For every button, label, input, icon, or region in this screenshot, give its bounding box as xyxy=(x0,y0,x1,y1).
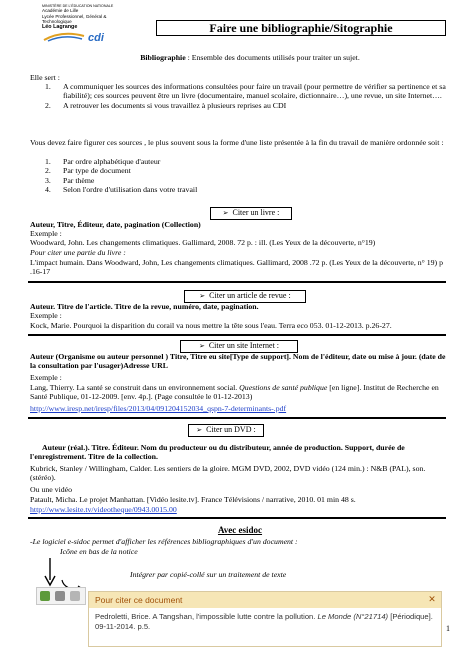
book-example-label: Exemple : xyxy=(30,229,62,238)
list-text: Par type de document xyxy=(63,166,131,176)
list-item xyxy=(37,101,447,110)
article-example-label: Exemple : xyxy=(30,311,62,320)
article-example: Kock, Marie. Pourquoi la disparition du corail va nous mettre la tête sous l'eau. Terra eco 053. 01-12-2013. p.26-27. xyxy=(30,321,392,330)
esidoc-copy-hint: Intégrer par copié-collé sur un traitement de texte xyxy=(130,570,287,579)
website-example xyxy=(30,383,448,402)
definition-text: : Ensemble des documents utilisés pour traiter un sujet. xyxy=(185,53,360,62)
logo-swoosh-icon xyxy=(42,32,86,42)
logo-school-name: Léo Lagrange xyxy=(42,24,78,31)
list-number: 4. xyxy=(45,185,51,195)
list-text: A retrouver les documents si vous travaillez à plusieurs reprises au CDI xyxy=(63,100,287,110)
dvd-example: Kubrick, Stanley / Willingham, Calder. Les sentiers de la gloire. MGM DVD, 2002, DVD vidéo (124 min.) : N&B (PAL), son. (stéréo). xyxy=(30,464,426,483)
cite-book-box xyxy=(210,207,292,220)
citation-panel xyxy=(88,591,442,647)
list-text: Par ordre alphabétique d'auteur xyxy=(63,157,161,166)
cite-dvd-label: Citer un DVD : xyxy=(206,425,256,434)
section-divider xyxy=(28,517,446,519)
book-format: Auteur, Titre, Éditeur, date, pagination (Collection) xyxy=(30,220,201,229)
book-part-example: L'impact humain. Dans Woodward, John, Les changements climatiques. Gallimard, 2008 .72 p. (Les Yeux de la découverte, n° 19) p .16-17 xyxy=(30,258,443,277)
citation-text xyxy=(95,612,435,632)
definition-term: Bibliographie xyxy=(140,53,186,62)
list-number: 1. xyxy=(45,157,51,166)
arrow-right-icon: ➢ xyxy=(222,209,229,217)
print-icon[interactable] xyxy=(55,591,65,601)
citation-source: Le Monde (N°21714) xyxy=(317,612,389,621)
list-number: 3. xyxy=(45,175,51,185)
section-divider xyxy=(28,281,446,283)
list-item xyxy=(37,82,447,101)
book-example: Woodward, John. Les changements climatiques. Gallimard, 2008. 72 p. : ill. (Les Yeux de la découverte, n°19) xyxy=(30,238,376,247)
website-format: Auteur (Organisme ou auteur personnel ) Titre, Titre eu site[Type de support]. Nom de l'éditeur, date ou mise à jour. (date de la consultation par l'usager)Adresse URL xyxy=(30,352,446,371)
order-intro: Vous devez faire figurer ces sources , le plus souvent sous la forme d'une liste présentée à la fin du travail de manière ordonnée soit : xyxy=(30,138,444,147)
section-divider xyxy=(28,417,446,419)
logo-ministry: MINISTÈRE DE L'ÉDUCATION NATIONALE xyxy=(42,4,114,8)
book-part-label: Pour citer une partie du livre : xyxy=(30,248,126,257)
website-example-author: Lang, Thierry. La santé se construit dans un environnement social. xyxy=(30,383,240,392)
list-item xyxy=(37,176,447,185)
esidoc-intro: -Le logiciel e-sidoc permet d'afficher les références bibliographiques d'un document : xyxy=(30,537,298,546)
arrow-right-icon: ➢ xyxy=(199,292,206,300)
notice-toolbar xyxy=(36,587,86,605)
logo-cdi: cdi xyxy=(88,32,104,44)
website-example-details: [en ligne]. Institut de Recherche en Santé Publique, 01-12-2009. [env. 4p.]. (Page consultée le 01-12-2013) xyxy=(30,383,439,402)
list-text: Par thème xyxy=(63,175,95,185)
cite-dvd-box xyxy=(188,424,264,437)
logo-academy: Académie de Lille xyxy=(42,8,79,14)
list-number: 1. xyxy=(45,82,51,91)
arrow-right-icon: ➢ xyxy=(196,426,203,434)
citation-details: [Périodique]. 09-11-2014. p.5. xyxy=(95,612,433,631)
arrow-right-icon: ➢ xyxy=(198,342,205,350)
esidoc-heading: Avec esidoc xyxy=(217,525,263,535)
list-item xyxy=(37,166,447,175)
section-divider xyxy=(28,334,446,336)
close-icon[interactable]: ✕ xyxy=(428,594,436,604)
usage-intro: Elle sert : xyxy=(30,73,60,82)
video-example-link[interactable]: http://www.lesite.tv/videotheque/0943.0015.00 xyxy=(30,505,177,514)
citation-author: Pedroletti, Brice. A Tangshan, l'impossible lutte contre la pollution. xyxy=(95,612,318,621)
list-text: A communiquer les sources des informations consultées pour faire un travail (pour permettre de vérifier sa pertinence et sa fiabilité); ces sources peuvent être un livre (documentaire, manuel scolaire, dictionnaire…), une revue, un site Internet…. xyxy=(63,82,446,101)
school-logo xyxy=(42,4,128,56)
esidoc-screenshot xyxy=(36,587,436,647)
share-icon[interactable] xyxy=(70,591,80,601)
page-title: Faire une bibliographie/Sitographie xyxy=(156,20,446,36)
list-item xyxy=(37,157,447,166)
esidoc-icon-hint: Icône en bas de la notice xyxy=(60,547,138,556)
list-item xyxy=(37,185,447,194)
page-number: 1 xyxy=(446,624,450,633)
cite-book-label: Citer un livre : xyxy=(232,208,280,217)
website-example-site: Questions de santé publique xyxy=(239,383,328,392)
list-number: 2. xyxy=(45,166,51,176)
dvd-format: Auteur (réal.). Titre. Éditeur. Nom du producteur ou du distributeur, année de production. Support, durée de l'enregistrement. Titre de la collection. xyxy=(30,443,405,462)
citation-panel-title: Pour citer ce document xyxy=(89,592,441,608)
cite-article-label: Citer un article de revue : xyxy=(209,291,291,300)
usage-list xyxy=(37,82,447,110)
article-format: Auteur. Titre de l'article. Titre de la revue, numéro, date, pagination. xyxy=(30,302,259,311)
list-text: Selon l'ordre d'utilisation dans votre travail xyxy=(63,185,198,195)
video-label: Ou une vidéo xyxy=(30,485,73,494)
definition-line xyxy=(60,53,440,62)
cite-icon[interactable] xyxy=(40,591,50,601)
logo-lycee: Lycée Professionnel, Général & Technologique xyxy=(42,13,107,25)
cite-website-label: Citer un site Internet : xyxy=(208,341,280,350)
list-number: 2. xyxy=(45,100,51,110)
order-list xyxy=(37,157,447,195)
arrow-down-icon xyxy=(40,556,60,588)
website-example-link[interactable]: http://www.iresp.net/iresp/files/2013/04/091204152034_qspn-7-determinants-.pdf xyxy=(30,404,287,413)
video-example: Patault, Micha. Le projet Manhattan. [Vidéo lesite.tv]. France Télévisions / narrative, 2010. 01 min 48 s. xyxy=(30,495,356,504)
website-example-label: Exemple : xyxy=(30,373,62,382)
